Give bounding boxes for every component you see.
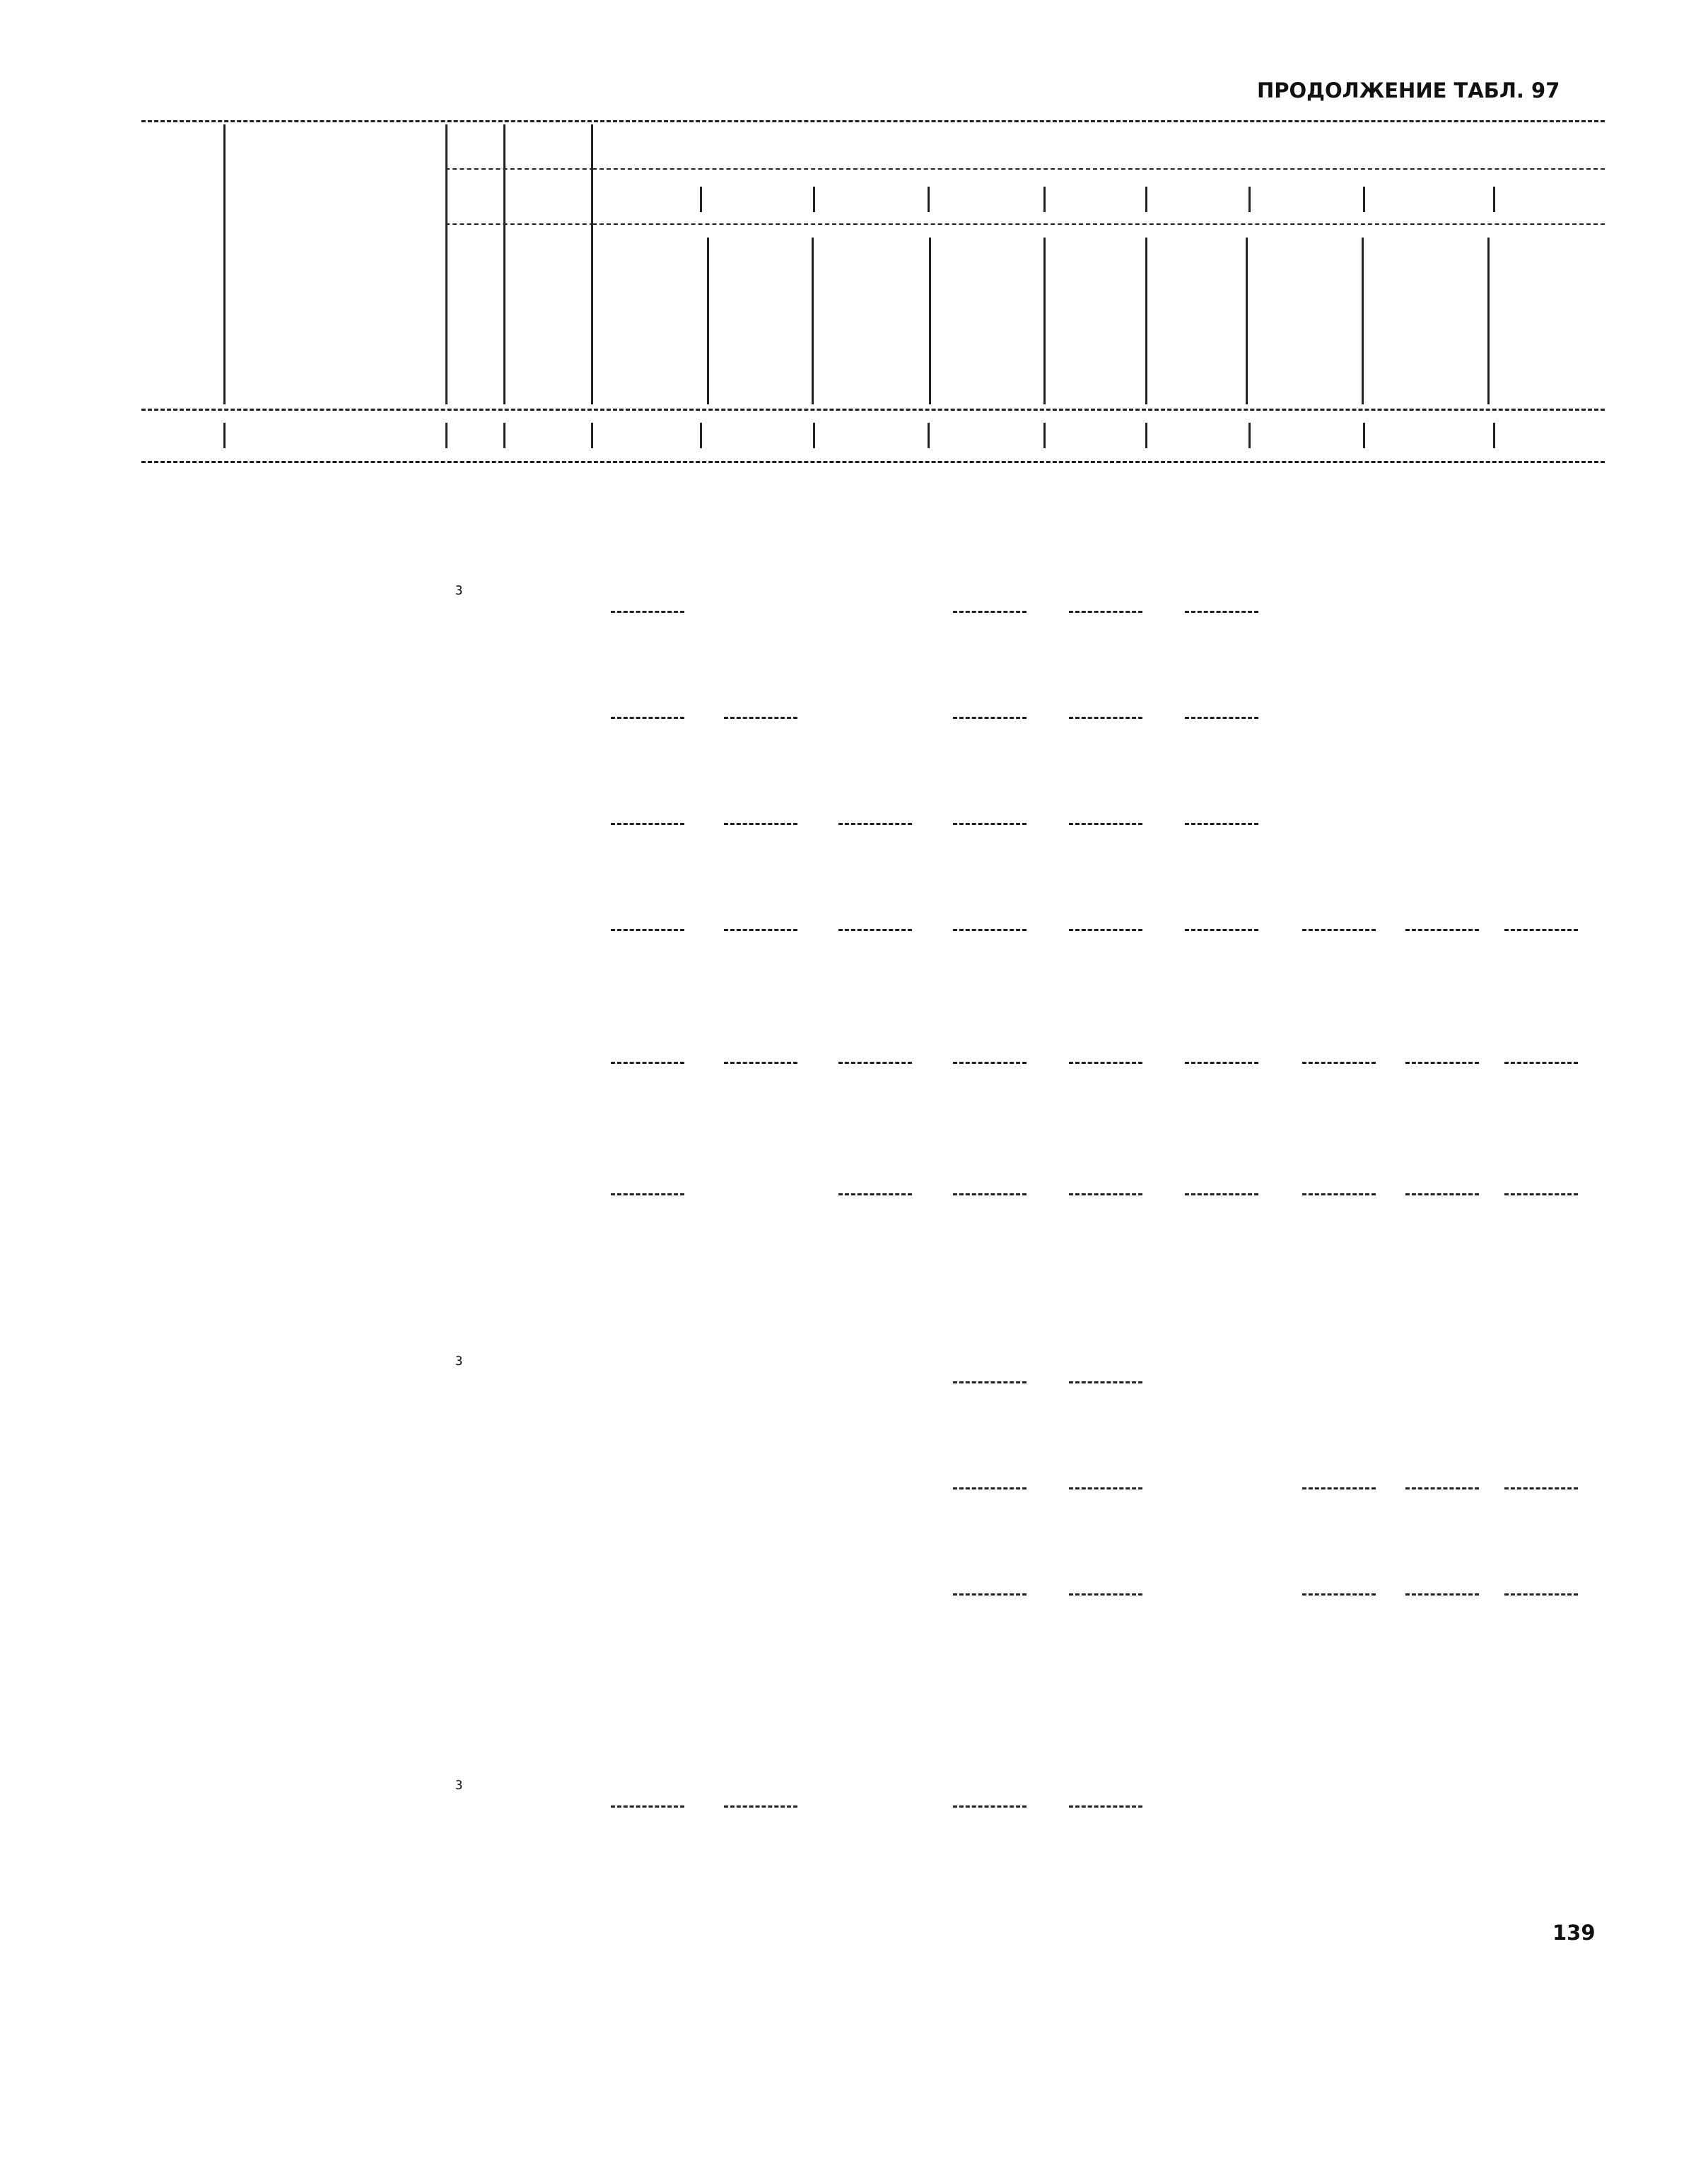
fraction-bar — [1185, 929, 1258, 931]
header-divider-num — [1043, 423, 1046, 448]
header-divider-num — [1145, 423, 1147, 448]
fraction-bar — [953, 823, 1026, 825]
header-divider — [929, 238, 931, 404]
fraction-bar — [1185, 823, 1258, 825]
header-divider — [503, 124, 505, 404]
header-rule-bottom — [141, 461, 1605, 463]
fraction-bar — [611, 1062, 684, 1064]
header-divider-num — [928, 423, 930, 448]
unit-m3 — [455, 581, 462, 607]
fraction-bar — [1069, 1193, 1142, 1195]
fraction-bar — [724, 717, 797, 719]
fraction-bar — [838, 823, 912, 825]
fraction-bar — [1069, 823, 1142, 825]
header-divider-num — [591, 423, 593, 448]
fraction-bar — [1504, 1487, 1578, 1489]
fraction-bar — [953, 611, 1026, 613]
unit-superscript: 3 — [455, 584, 463, 598]
header-rule-mid — [141, 409, 1605, 411]
region-num-divider — [700, 187, 702, 212]
unit-m3 — [455, 1352, 462, 1377]
fraction-bar — [1405, 1487, 1479, 1489]
fraction-bar — [1185, 1193, 1258, 1195]
fraction-bar — [1069, 717, 1142, 719]
fraction-bar — [1069, 1062, 1142, 1064]
fraction-bar — [953, 1381, 1026, 1383]
header-divider — [812, 238, 814, 404]
header-divider — [1043, 238, 1046, 404]
fraction-bar — [1405, 1593, 1479, 1596]
header-divider-num — [445, 423, 448, 448]
header-divider — [707, 238, 709, 404]
fraction-bar — [1504, 1193, 1578, 1195]
fraction-bar — [1069, 1381, 1142, 1383]
fraction-bar — [953, 1193, 1026, 1195]
fraction-bar — [611, 611, 684, 613]
fraction-bar — [1504, 1593, 1578, 1596]
fraction-bar — [953, 717, 1026, 719]
fraction-bar — [611, 823, 684, 825]
header-divider-num — [1363, 423, 1365, 448]
continuation-label: ПРОДОЛЖЕНИЕ ТАБЛ. 97 — [1257, 78, 1560, 103]
fraction-bar — [953, 1487, 1026, 1489]
fraction-bar — [1504, 929, 1578, 931]
fraction-bar — [1185, 611, 1258, 613]
fraction-bar — [953, 1062, 1026, 1064]
fraction-bar — [1405, 929, 1479, 931]
region-num-divider — [1493, 187, 1495, 212]
region-num-divider — [1043, 187, 1046, 212]
fraction-bar — [611, 929, 684, 931]
fraction-bar — [1069, 611, 1142, 613]
fraction-bar — [611, 717, 684, 719]
fraction-bar — [953, 1593, 1026, 1596]
header-divider-num — [1493, 423, 1495, 448]
header-divider-num — [813, 423, 815, 448]
fraction-bar — [1405, 1062, 1479, 1064]
unit-superscript: 3 — [455, 1354, 463, 1369]
header-rule-unit2 — [445, 223, 594, 225]
fraction-bar — [1302, 1062, 1376, 1064]
fraction-bar — [1185, 717, 1258, 719]
fraction-bar — [1069, 1593, 1142, 1596]
header-divider — [1145, 238, 1147, 404]
region-num-divider — [1145, 187, 1147, 212]
fraction-bar — [953, 1805, 1026, 1808]
unit-superscript: 3 — [455, 1779, 463, 1793]
header-rule-territories — [592, 168, 1605, 170]
region-num-divider — [813, 187, 815, 212]
header-divider-num — [700, 423, 702, 448]
fraction-bar — [838, 1062, 912, 1064]
header-rule-top — [141, 120, 1605, 122]
fraction-bar — [1069, 1805, 1142, 1808]
fraction-bar — [611, 1193, 684, 1195]
fraction-bar — [1504, 1062, 1578, 1064]
fraction-bar — [1069, 929, 1142, 931]
header-divider — [591, 124, 593, 404]
fraction-bar — [724, 823, 797, 825]
header-divider — [223, 124, 226, 404]
fraction-bar — [838, 929, 912, 931]
unit-m3 — [455, 1776, 462, 1801]
header-divider — [1246, 238, 1248, 404]
page-number: 139 — [1552, 1921, 1596, 1945]
fraction-bar — [611, 1805, 684, 1808]
header-divider — [445, 124, 448, 404]
region-num-divider — [1248, 187, 1251, 212]
fraction-bar — [838, 1193, 912, 1195]
header-rule-unit — [445, 168, 594, 170]
fraction-bar — [724, 1062, 797, 1064]
fraction-bar — [724, 929, 797, 931]
header-divider-num — [223, 423, 226, 448]
region-num-divider — [1363, 187, 1365, 212]
header-divider — [1487, 238, 1490, 404]
header-divider — [1362, 238, 1364, 404]
region-num-divider — [928, 187, 930, 212]
fraction-bar — [1069, 1487, 1142, 1489]
fraction-bar — [1302, 1487, 1376, 1489]
fraction-bar — [1302, 1193, 1376, 1195]
fraction-bar — [953, 929, 1026, 931]
header-rule-numbers — [592, 223, 1605, 225]
header-divider-num — [1248, 423, 1251, 448]
fraction-bar — [724, 1805, 797, 1808]
fraction-bar — [1302, 929, 1376, 931]
header-divider-num — [503, 423, 505, 448]
fraction-bar — [1302, 1593, 1376, 1596]
fraction-bar — [1405, 1193, 1479, 1195]
fraction-bar — [1185, 1062, 1258, 1064]
